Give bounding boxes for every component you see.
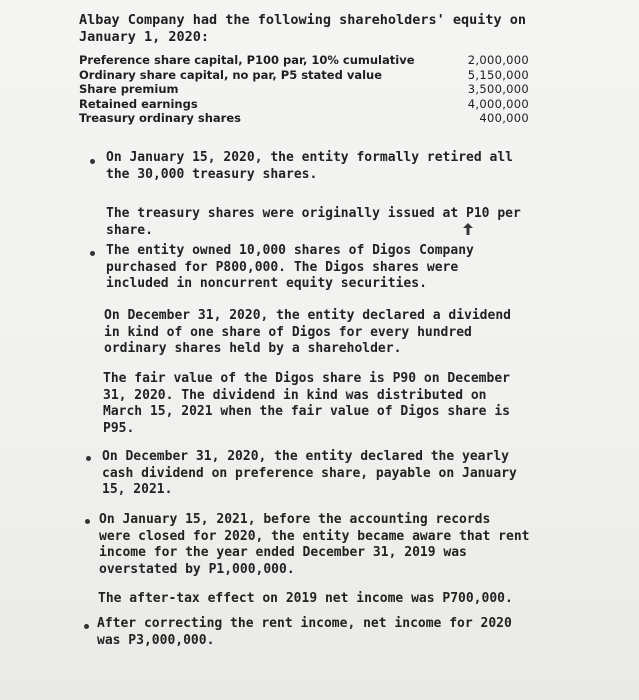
mouse-cursor-icon [461, 222, 475, 236]
equity-label: Ordinary share capital, no par, P5 stated value [79, 67, 383, 82]
bullet-icon [90, 251, 95, 256]
text-line: The treasury shares were originally issued at P10 per [106, 206, 521, 221]
equity-label: Treasury ordinary shares [79, 111, 241, 125]
bullet-icon [90, 159, 95, 164]
equity-label: Share premium [79, 82, 179, 96]
text-line: March 15, 2021 when the fair value of Digos share is [103, 404, 510, 419]
equity-row [79, 68, 529, 83]
text-line: included in noncurrent equity securities. [106, 276, 427, 291]
text-line: 31, 2020. The dividend in kind was distributed on [103, 387, 487, 403]
equity-value: 4,000,000 [467, 96, 529, 111]
equity-row [79, 111, 529, 126]
equity-table [79, 53, 529, 126]
equity-row [79, 97, 529, 112]
text-line: overstated by P1,000,000. [99, 561, 295, 577]
intro-line-2: January 1, 2020: [79, 29, 210, 45]
text-line: The after-tax effect on 2019 net income was P700,000. [98, 591, 513, 606]
text-line: 15, 2021. [102, 482, 173, 497]
text-line: After correcting the rent income, net income for 2020 [97, 616, 512, 631]
item-retire-treasury [106, 150, 513, 183]
text-line: were closed for 2020, the entity became aware that rent [99, 528, 530, 544]
equity-value: 5,150,000 [467, 67, 529, 82]
text-line: the 30,000 treasury shares. [106, 166, 318, 182]
text-line: ordinary shares held by a shareholder. [104, 341, 402, 356]
text-line: On December 31, 2020, the entity declared the yearly [102, 449, 509, 464]
text-line: was P3,000,000. [97, 632, 215, 648]
text-line: The fair value of the Digos share is P90 on December [103, 371, 510, 386]
text-line: cash dividend on preference share, payable on January [102, 465, 517, 481]
item-rent-income [99, 512, 529, 578]
text-line: On January 15, 2021, before the accounting records [99, 512, 491, 527]
equity-label: Retained earnings [79, 96, 198, 111]
equity-value: 3,500,000 [467, 82, 529, 96]
item-digos-shares [106, 243, 474, 293]
text-line: income for the year ended December 31, 2019 was [99, 545, 467, 560]
equity-label: Preference share capital, P100 par, 10% cumulative [79, 53, 415, 67]
equity-value: 2,000,000 [467, 53, 529, 67]
text-line: P95. [103, 420, 135, 436]
intro-paragraph [79, 12, 549, 46]
para-after-tax-effect [98, 591, 513, 608]
text-line: On December 31, 2020, the entity declared a dividend [104, 308, 511, 323]
text-line: The entity owned 10,000 shares of Digos Company [106, 243, 474, 258]
text-line: share. [106, 222, 153, 238]
text-line: in kind of one share of Digos for every hundred [104, 324, 472, 340]
item-net-income [97, 616, 512, 649]
equity-value: 400,000 [479, 111, 529, 125]
text-line: On January 15, 2020, the entity formally retired all [106, 150, 513, 165]
text-line: purchased for P800,000. The Digos shares were [106, 259, 459, 275]
item-cash-dividend [102, 449, 517, 499]
equity-row [79, 82, 529, 97]
bullet-icon [84, 624, 89, 629]
para-dividend-in-kind [104, 308, 511, 358]
bullet-icon [86, 456, 91, 461]
bullet-icon [85, 519, 90, 524]
para-fair-value [103, 371, 510, 437]
para-treasury-issue [106, 206, 521, 239]
equity-row [79, 53, 529, 68]
intro-line-1: Albay Company had the following shareholders' equity on [79, 12, 527, 28]
